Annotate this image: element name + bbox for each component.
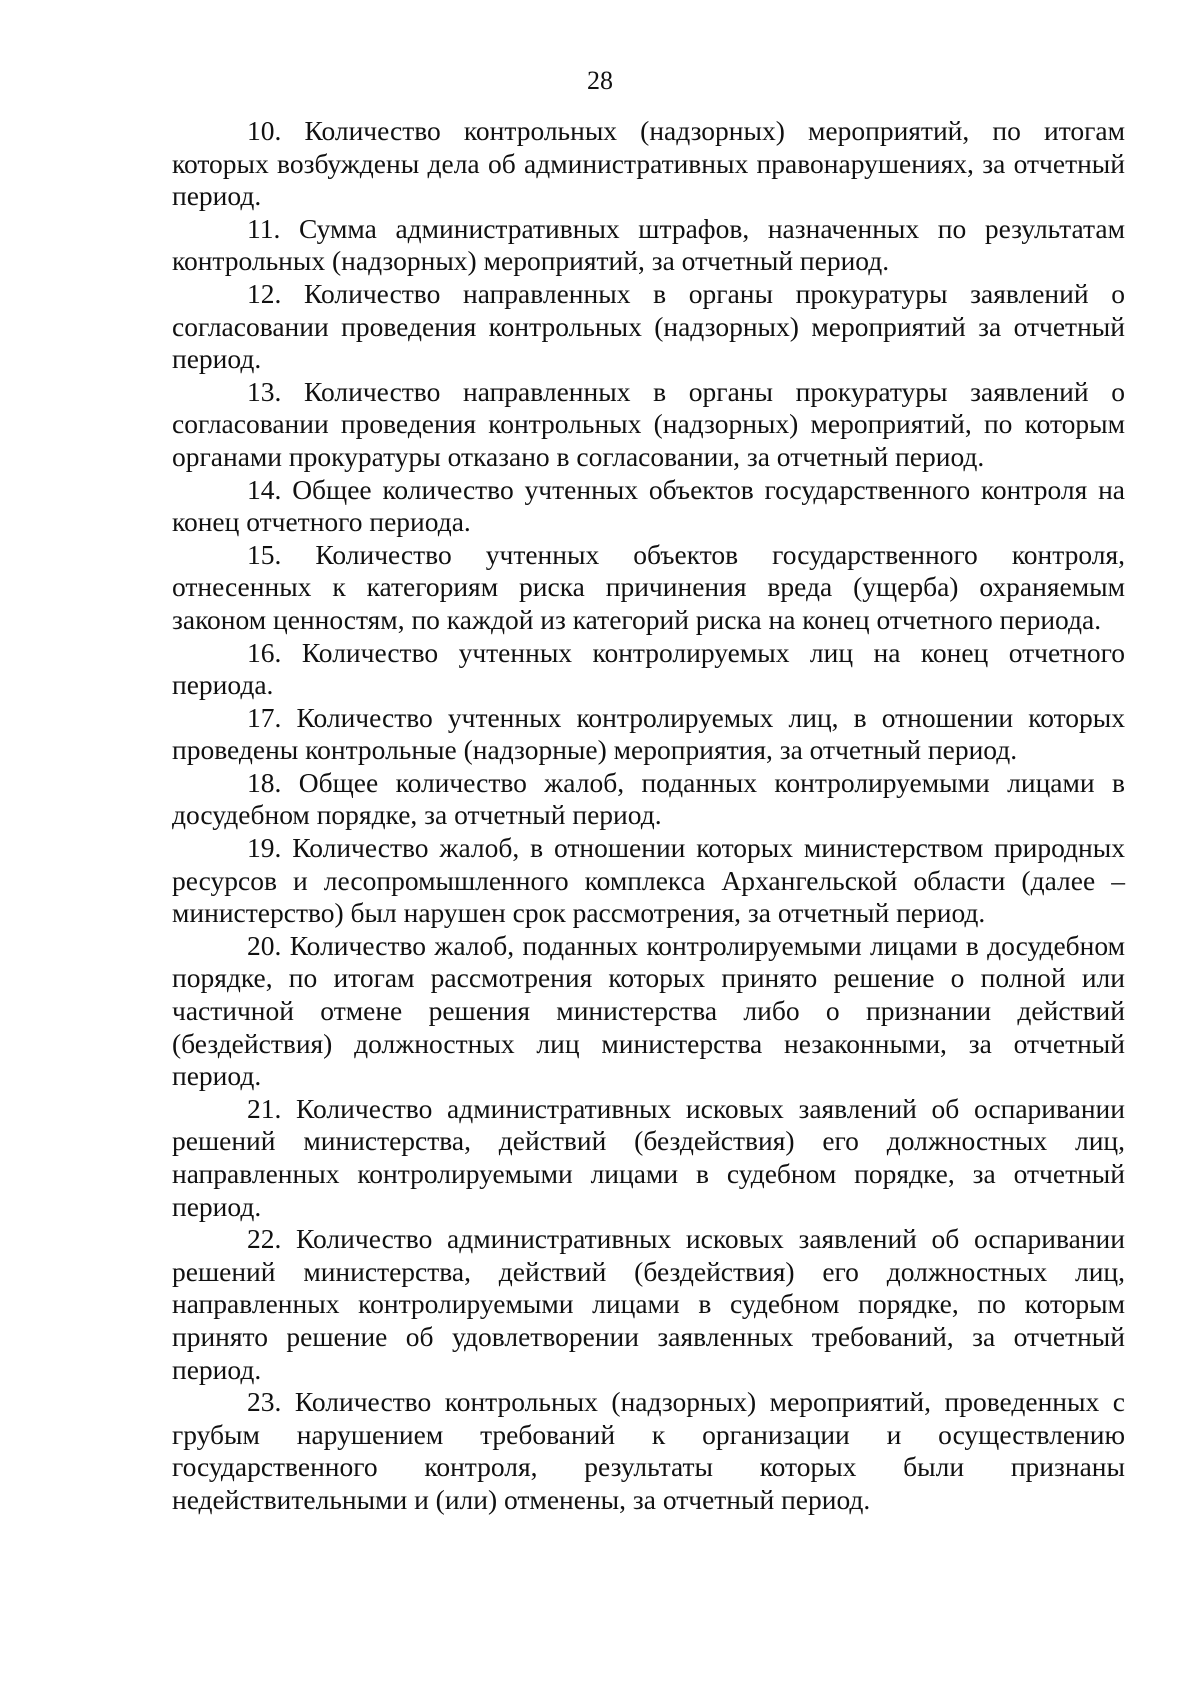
list-item-16: 16. Количество учтенных контролируемых лиц на конец отчетного периода. (172, 636, 1125, 701)
list-item-23: 23. Количество контрольных (надзорных) мероприятий, проведенных с грубым нарушением требований к организации и осуществлению государственного контроля, результаты которых были признаны недействительными и (или) отменены, за отчетный период. (172, 1386, 1125, 1515)
list-item-20: 20. Количество жалоб, поданных контролируемыми лицами в досудебном порядке, по итогам рассмотрения которых принято решение о полной или частичной отмене решения министерства либо о признании действий (бездействия) должностных лиц министерства незаконными, за отчетный период. (172, 929, 1125, 1092)
list-item-13: 13. Количество направленных в органы прокуратуры заявлений о согласовании проведения контрольных (надзорных) мероприятий, по которым органами прокуратуры отказано в согласовании, за отчетный период. (172, 375, 1125, 472)
document-body (172, 115, 1125, 1517)
list-item-15: 15. Количество учтенных объектов государственного контроля, отнесенных к категориям риска причинения вреда (ущерба) охраняемым законом ценностям, по каждой из категорий риска на конец отчетного периода. (172, 538, 1125, 635)
list-item-17: 17. Количество учтенных контролируемых лиц, в отношении которых проведены контрольные (надзорные) мероприятия, за отчетный период. (172, 701, 1125, 766)
list-item-22: 22. Количество административных исковых заявлений об оспаривании решений министерства, действий (бездействия) его должностных лиц, направленных контролируемыми лицами в судебном порядке, по которым принято решение об удовлетворении заявленных требований, за отчетный период. (172, 1223, 1125, 1385)
page-number: 28 (587, 66, 613, 95)
list-item-18: 18. Общее количество жалоб, поданных контролируемыми лицами в досудебном порядке, за отчетный период. (172, 766, 1125, 831)
list-item-11: 11. Сумма административных штрафов, назначенных по результатам контрольных (надзорных) мероприятий, за отчетный период. (172, 212, 1125, 277)
list-item-10: 10. Количество контрольных (надзорных) мероприятий, по итогам которых возбуждены дела об административных правонарушениях, за отчетный период. (172, 115, 1125, 212)
list-item-19: 19. Количество жалоб, в отношении которых министерством природных ресурсов и лесопромышленного комплекса Архангельской области (далее – министерство) был нарушен срок рассмотрения, за отчетный период. (172, 832, 1125, 929)
list-item-21: 21. Количество административных исковых заявлений об оспаривании решений министерства, действий (бездействия) его должностных лиц, направленных контролируемыми лицами в судебном порядке, за отчетный период. (172, 1092, 1125, 1222)
list-item-14: 14. Общее количество учтенных объектов государственного контроля на конец отчетного периода. (172, 473, 1125, 538)
list-item-12: 12. Количество направленных в органы прокуратуры заявлений о согласовании проведения контрольных (надзорных) мероприятий за отчетный период. (172, 277, 1125, 375)
